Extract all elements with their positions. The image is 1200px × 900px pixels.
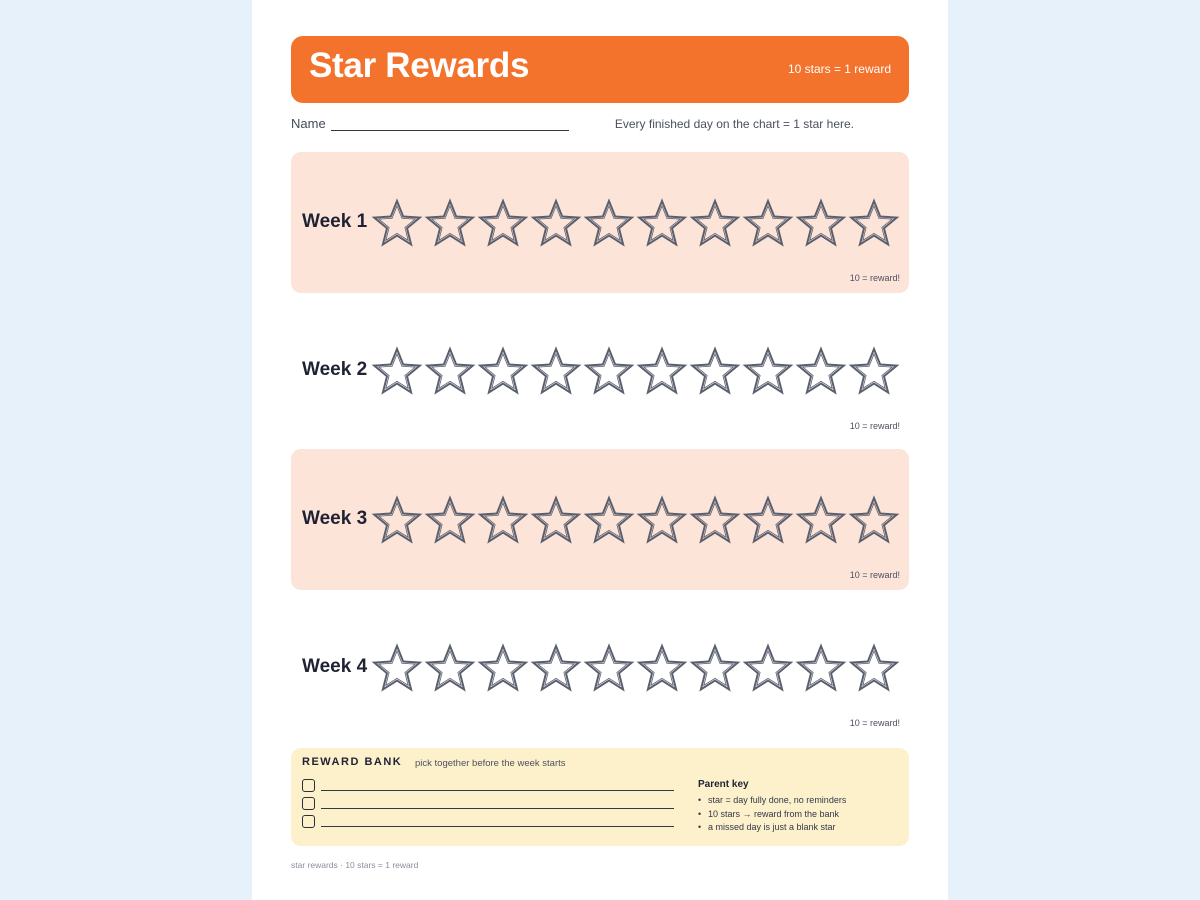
star-outline-icon[interactable] — [848, 495, 900, 547]
star-outline-icon[interactable] — [477, 346, 529, 398]
star-outline-icon[interactable] — [636, 643, 688, 695]
worksheet-page — [252, 0, 948, 900]
reward-bank-subtitle: pick together before the week starts — [415, 758, 566, 769]
star-outline-icon[interactable] — [795, 643, 847, 695]
star-outline-icon[interactable] — [583, 198, 635, 250]
week-row-3 — [291, 449, 909, 590]
star-outline-icon[interactable] — [848, 198, 900, 250]
week-label: Week 3 — [302, 508, 368, 529]
star-outline-icon[interactable] — [795, 495, 847, 547]
star-outline-icon[interactable] — [530, 643, 582, 695]
star-outline-icon[interactable] — [848, 643, 900, 695]
star-outline-icon[interactable] — [742, 346, 794, 398]
star-outline-icon[interactable] — [583, 346, 635, 398]
parent-key-item: • a missed day is just a blank star — [698, 821, 846, 835]
star-outline-icon[interactable] — [689, 198, 741, 250]
star-outline-icon[interactable] — [636, 346, 688, 398]
star-outline-icon[interactable] — [689, 346, 741, 398]
name-row — [291, 116, 909, 136]
reward-checkbox[interactable] — [302, 797, 315, 810]
reward-bank — [291, 748, 909, 846]
reward-checkbox[interactable] — [302, 779, 315, 792]
star-outline-icon[interactable] — [795, 198, 847, 250]
week-reward-note: 10 = reward! — [849, 421, 900, 431]
star-outline-icon[interactable] — [583, 643, 635, 695]
instruction-hint: Every finished day on the chart = 1 star here. — [614, 117, 854, 131]
reward-text-line[interactable] — [321, 790, 674, 791]
star-outline-icon[interactable] — [636, 198, 688, 250]
reward-item — [302, 779, 674, 793]
parent-key-item: • 10 stars → reward from the bank — [698, 808, 846, 822]
week-row-2 — [291, 300, 909, 441]
star-row — [371, 346, 901, 398]
week-reward-note: 10 = reward! — [849, 570, 900, 580]
star-outline-icon[interactable] — [636, 495, 688, 547]
star-outline-icon[interactable] — [424, 643, 476, 695]
star-outline-icon[interactable] — [742, 643, 794, 695]
star-outline-icon[interactable] — [371, 495, 423, 547]
star-outline-icon[interactable] — [583, 495, 635, 547]
star-outline-icon[interactable] — [371, 198, 423, 250]
star-outline-icon[interactable] — [689, 495, 741, 547]
star-outline-icon[interactable] — [742, 198, 794, 250]
reward-text-line[interactable] — [321, 826, 674, 827]
reward-item — [302, 797, 674, 811]
week-reward-note: 10 = reward! — [849, 273, 900, 283]
parent-key-title: Parent key — [698, 779, 749, 790]
star-outline-icon[interactable] — [530, 346, 582, 398]
reward-rule: 10 stars = 1 reward — [787, 62, 891, 76]
name-label: Name — [291, 116, 326, 131]
week-label: Week 1 — [302, 211, 368, 232]
star-outline-icon[interactable] — [371, 346, 423, 398]
week-reward-note: 10 = reward! — [849, 718, 900, 728]
star-outline-icon[interactable] — [424, 495, 476, 547]
week-row-1 — [291, 152, 909, 293]
star-outline-icon[interactable] — [530, 198, 582, 250]
parent-key-item: • star = day fully done, no reminders — [698, 794, 846, 808]
page-title: Star Rewards — [309, 46, 530, 85]
week-row-4 — [291, 597, 909, 738]
star-outline-icon[interactable] — [530, 495, 582, 547]
footer-note: star rewards · 10 stars = 1 reward — [291, 860, 419, 870]
star-outline-icon[interactable] — [795, 346, 847, 398]
star-outline-icon[interactable] — [477, 198, 529, 250]
week-label: Week 4 — [302, 656, 368, 677]
reward-item — [302, 815, 674, 829]
name-field[interactable] — [331, 130, 569, 131]
star-outline-icon[interactable] — [371, 643, 423, 695]
star-row — [371, 495, 901, 547]
star-outline-icon[interactable] — [848, 346, 900, 398]
reward-text-line[interactable] — [321, 808, 674, 809]
reward-bank-title: REWARD BANK — [302, 756, 403, 768]
title-banner — [291, 36, 909, 103]
star-outline-icon[interactable] — [742, 495, 794, 547]
star-outline-icon[interactable] — [689, 643, 741, 695]
week-label: Week 2 — [302, 359, 368, 380]
star-row — [371, 643, 901, 695]
star-outline-icon[interactable] — [424, 346, 476, 398]
star-outline-icon[interactable] — [477, 495, 529, 547]
parent-key-list — [698, 794, 846, 835]
star-outline-icon[interactable] — [424, 198, 476, 250]
reward-checkbox[interactable] — [302, 815, 315, 828]
star-outline-icon[interactable] — [477, 643, 529, 695]
star-row — [371, 198, 901, 250]
